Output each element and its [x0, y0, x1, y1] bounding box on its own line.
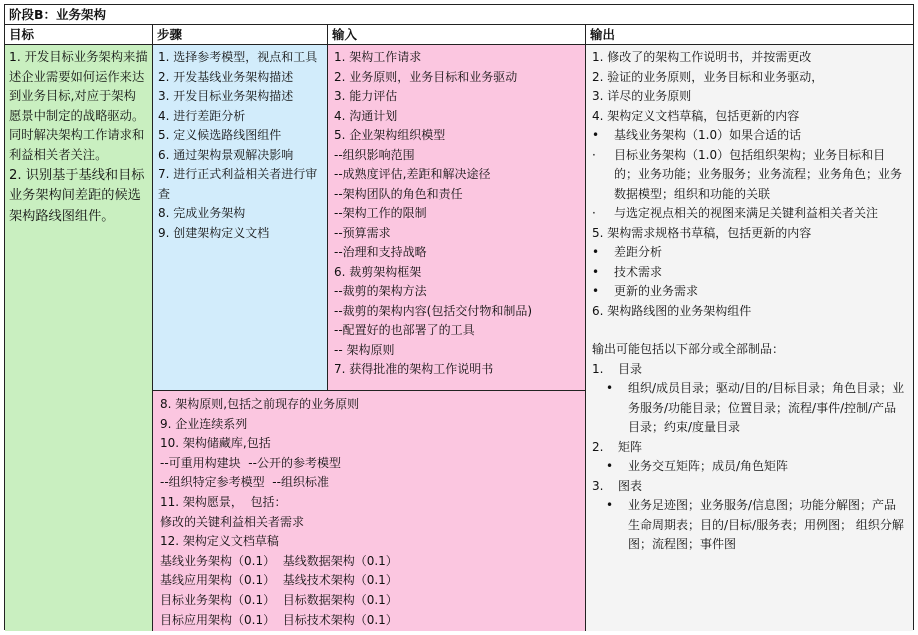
inputs-header: 输入 — [328, 25, 586, 45]
outputs-cell — [586, 45, 913, 631]
goal-header: 目标 — [5, 25, 153, 45]
output-bullet: • 技术需求 — [592, 263, 907, 283]
bullet-icon: • — [592, 128, 600, 142]
artifact-group-title: 矩阵 — [618, 439, 643, 454]
output-bullet: · 与选定视点相关的视图来满足关键利益相关者关注 — [592, 204, 907, 224]
step-item: 7. 进行正式利益相关者进行审查 — [158, 167, 318, 201]
bullet-icon: • — [606, 459, 614, 473]
step-item: 9. 创建架构定义文档 — [158, 225, 270, 240]
input-item: 5. 企业架构组织模型 — [334, 128, 446, 142]
output-item: 3. 详尽的业务原则 — [592, 89, 692, 103]
bullet-icon: · — [592, 147, 596, 162]
input-item: 1. 架构工作请求 — [334, 50, 422, 64]
input-item: --可重用构建块 --公开的参考模型 — [160, 455, 341, 470]
bullet-icon: · — [592, 206, 596, 220]
step-item: 3. 开发目标业务架构描述 — [158, 89, 294, 103]
input-item: 目标业务架构（0.1） 目标数据架构（0.1） — [160, 592, 398, 607]
step-item: 4. 进行差距分析 — [158, 108, 246, 123]
artifact-bullet: • 业务交互矩阵；成员/角色矩阵 — [592, 457, 907, 477]
output-item: 6. 架构路线图的业务架构组件 — [592, 303, 752, 318]
bullet-icon: • — [592, 245, 600, 259]
artifact-group: 3. 图表 — [592, 477, 907, 497]
output-item: 4. 架构定义文档草稿，包括更新的内容 — [592, 108, 800, 123]
step-item: 1. 选择参考模型，视点和工具 — [158, 50, 318, 64]
output-bullet: • 更新的业务需求 — [592, 282, 907, 302]
phase-title: 阶段B：业务架构 — [5, 5, 913, 25]
artifact-bullet: • 业务足迹图；业务服务/信息图；功能分解图；产品生命周期表；目的/目标/服务表；用例图； 组织分解图；流程图；事件图 — [592, 496, 907, 555]
step-item: 6. 通过架构景观解决影响 — [158, 147, 294, 162]
input-item: 2. 业务原则，业务目标和业务驱动 — [334, 69, 518, 84]
input-item: --配置好的也部署了的工具 — [334, 323, 475, 337]
input-item: --裁剪的架构内容(包括交付物和制品) — [334, 303, 533, 318]
input-item: 12. 架构定义文档草稿 — [160, 534, 279, 549]
output-bullet: • 差距分析 — [592, 243, 907, 263]
input-item: --预算需求 — [334, 225, 391, 240]
artifact-bullet: • 组织/成员目录；驱动/目的/目标目录；角色目录；业务服务/功能目录；位置目录；流程/事件/控制/产品目录；约束/度量目录 — [592, 379, 907, 438]
goal-cell — [5, 45, 153, 631]
steps-header: 步骤 — [153, 25, 328, 45]
artifact-group-title: 目录 — [618, 361, 643, 376]
step-item: 2. 开发基线业务架构描述 — [158, 69, 294, 84]
input-item: --架构工作的限制 — [334, 206, 427, 220]
artifact-group-title: 图表 — [618, 478, 643, 493]
input-item: 3. 能力评估 — [334, 89, 398, 103]
output-item: 1. 修改了的架构工作说明书，并按需更改 — [592, 50, 812, 64]
goal-item: 2. 识别基于基线和目标业务架构间差距的候选架构路线图组件。 — [9, 167, 145, 224]
input-item: 修改的关键利益相关者需求 — [160, 514, 305, 529]
output-intro: 输出可能包括以下部分或全部制品： — [592, 342, 785, 356]
steps-cell — [153, 45, 328, 391]
bullet-icon: • — [592, 264, 600, 279]
input-item: --成熟度评估,差距和解决途径 — [334, 167, 491, 181]
input-item: 目标应用架构（0.1） 目标技术架构（0.1） — [160, 612, 398, 627]
input-item: 10. 架构储藏库,包括 — [160, 436, 271, 451]
input-item: --架构团队的角色和责任 — [334, 186, 463, 201]
input-item: 6. 裁剪架构框架 — [334, 264, 422, 279]
architecture-table — [4, 4, 914, 630]
input-item: --治理和支持战略 — [334, 245, 427, 259]
step-item: 5. 定义候选路线图组件 — [158, 128, 282, 142]
input-item: -- 架构原则 — [334, 342, 395, 357]
output-bullet: · 目标业务架构（1.0）包括组织架构；业务目标和目的；业务功能；业务服务；业务流程；业务角色；业务数据模型；组织和功能的关联 — [592, 146, 907, 205]
output-bullet: • 基线业务架构（1.0）如果合适的话 — [592, 126, 907, 146]
bullet-icon: • — [606, 498, 614, 512]
inputs-top-cell — [328, 45, 586, 391]
input-item: --裁剪的架构方法 — [334, 284, 427, 298]
artifact-group: 2. 矩阵 — [592, 438, 907, 458]
outputs-header: 输出 — [586, 25, 913, 45]
input-item: 基线应用架构（0.1） 基线技术架构（0.1） — [160, 573, 398, 588]
input-item: 9. 企业连续系列 — [160, 416, 248, 431]
bullet-icon: • — [592, 284, 600, 298]
bullet-icon: • — [606, 381, 614, 395]
output-item: 2. 验证的业务原则，业务目标和业务驱动， — [592, 69, 824, 84]
output-item: 5. 架构需求规格书草稿，包括更新的内容 — [592, 225, 812, 240]
input-item: 7. 获得批准的架构工作说明书 — [334, 362, 494, 376]
input-item: --组织特定参考模型 --组织标准 — [160, 475, 329, 490]
inputs-bottom-cell — [153, 391, 586, 631]
input-item: 基线业务架构（0.1） 基线数据架构（0.1） — [160, 553, 398, 568]
artifact-group: 1. 目录 — [592, 360, 907, 380]
goal-item: 1. 开发目标业务架构来描述企业需要如何运作来达到业务目标,对应于架构愿景中制定的战略驱动。同时解决架构工作请求和利益相关者关注。 — [9, 50, 148, 162]
input-item: 11. 架构愿景， 包括： — [160, 494, 287, 509]
input-item: 4. 沟通计划 — [334, 108, 398, 123]
input-item: --组织影响范围 — [334, 147, 415, 162]
input-item: 8. 架构原则,包括之前现存的业务原则 — [160, 397, 360, 411]
step-item: 8. 完成业务架构 — [158, 206, 246, 220]
